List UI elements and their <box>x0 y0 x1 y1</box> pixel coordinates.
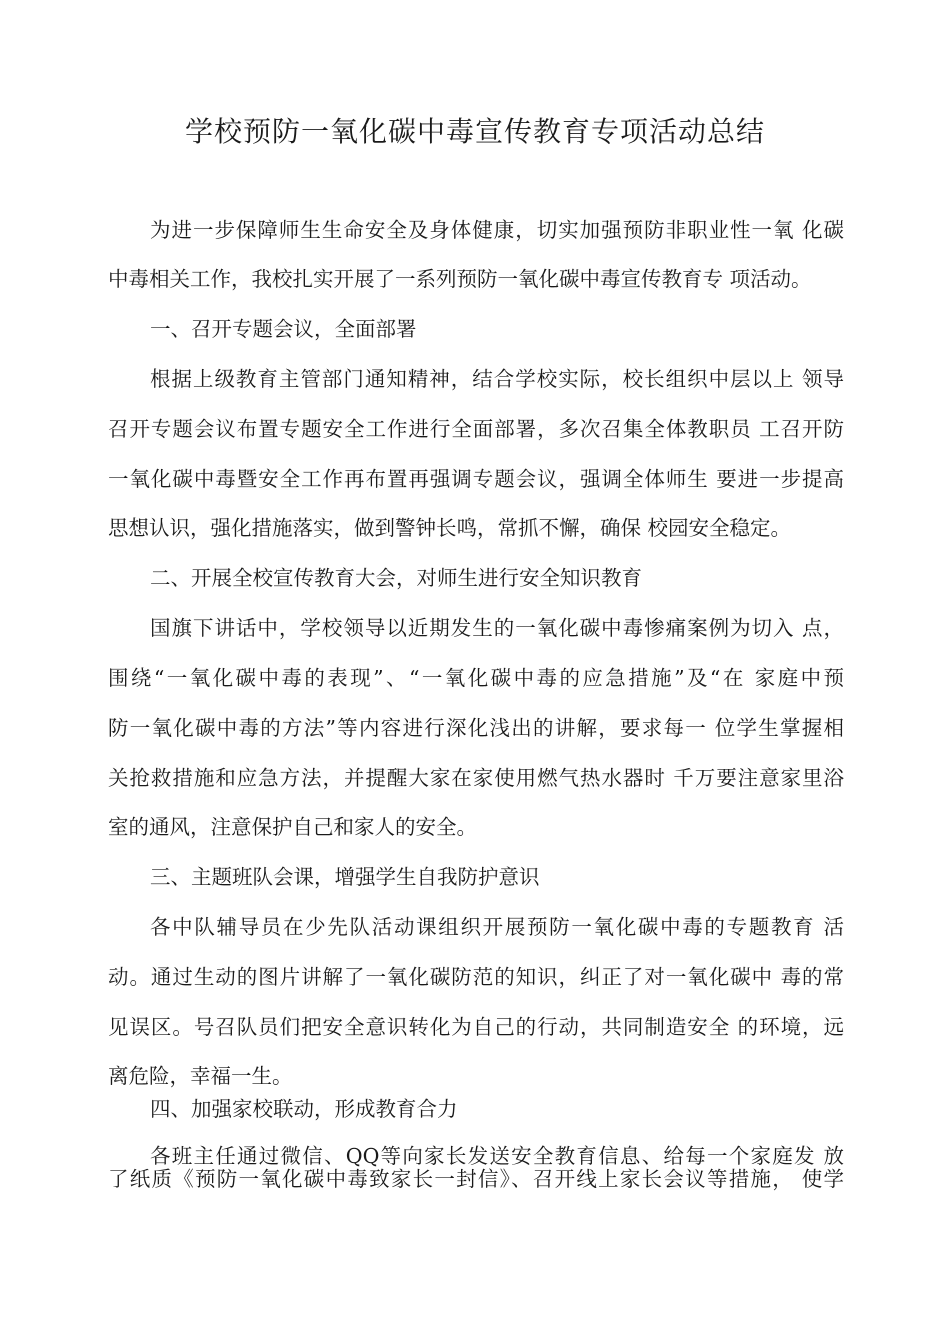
paragraph-line: 室的通风，注意保护自己和家人的安全。 <box>108 815 477 839</box>
paragraph-line: 为进一步保障师生生命安全及身体健康，切实加强预防非职业性一氧 化碳 <box>150 218 844 242</box>
section-heading: 一、召开专题会议，全面部署 <box>150 317 417 341</box>
section-heading: 三、主题班队会课，增强学生自我防护意识 <box>150 865 540 889</box>
paragraph-line: 了纸质《预防一氧化碳中毒致家长一封信》、召开线上家长会议等措施， 使学 <box>108 1167 844 1191</box>
paragraph-line: 召开专题会议布置专题安全工作进行全面部署，多次召集全体教职员 工召开防 <box>108 417 844 441</box>
paragraph-line: 动。通过生动的图片讲解了一氧化碳防范的知识，纠正了对一氧化碳中 毒的常 <box>108 965 844 989</box>
paragraph-line: 国旗下讲话中，学校领导以近期发生的一氧化碳中毒惨痛案例为切入 点， <box>150 616 844 640</box>
section-heading: 二、开展全校宣传教育大会，对师生进行安全知识教育 <box>150 566 642 590</box>
paragraph-line: 根据上级教育主管部门通知精神，结合学校实际，校长组织中层以上 领导 <box>150 367 844 391</box>
paragraph-line: 各中队辅导员在少先队活动课组织开展预防一氧化碳中毒的专题教育 活 <box>150 915 844 939</box>
paragraph-line: 中毒相关工作，我校扎实开展了一系列预防一氧化碳中毒宣传教育专 项活动。 <box>108 267 812 291</box>
paragraph-line: 各班主任通过微信、QQ等向家长发送安全教育信息、给每一个家庭发 放 <box>150 1144 844 1168</box>
paragraph-line: 关抢救措施和应急方法，并提醒大家在家使用燃气热水器时 千万要注意家里浴 <box>108 766 844 790</box>
document-title: 学校预防一氧化碳中毒宣传教育专项活动总结 <box>184 115 765 148</box>
paragraph-line: 思想认识，强化措施落实，做到警钟长鸣，常抓不懈，确保 校园安全稳定。 <box>108 516 792 540</box>
paragraph-line: 一氧化碳中毒暨安全工作再布置再强调专题会议，强调全体师生 要进一步提高 <box>108 467 844 491</box>
paragraph-line: 离危险，幸福一生。 <box>108 1064 293 1088</box>
paragraph-line: 围绕“一氧化碳中毒的表现”、“一氧化碳中毒的应急措施”及“在 家庭中预 <box>108 666 844 690</box>
paragraph-line: 见误区。号召队员们把安全意识转化为自己的行动，共同制造安全 的环境，远 <box>108 1015 844 1039</box>
section-heading: 四、加强家校联动，形成教育合力 <box>150 1097 458 1121</box>
paragraph-line: 防一氧化碳中毒的方法”等内容进行深化浅出的讲解，要求每一 位学生掌握相 <box>108 716 844 740</box>
